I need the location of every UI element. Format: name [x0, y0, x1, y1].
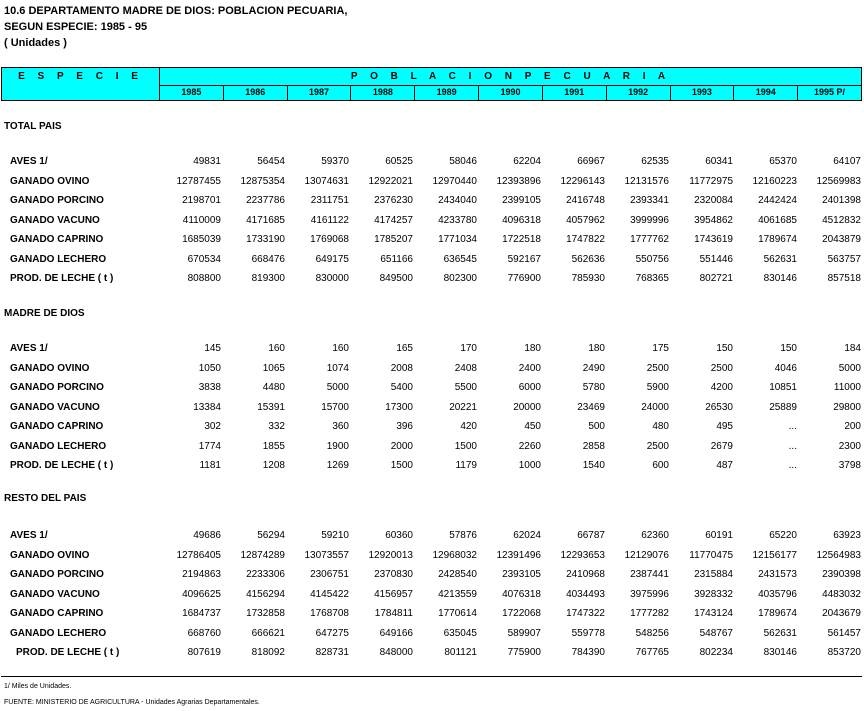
- table-cell: 1500: [390, 460, 413, 471]
- table-cell: 5000: [838, 362, 861, 374]
- table-cell: 450: [524, 421, 541, 432]
- table-cell: 784390: [571, 647, 605, 658]
- table-cell: 562631: [763, 253, 797, 265]
- table-cell: 25889: [769, 401, 797, 413]
- table-cell: 2400: [518, 362, 541, 374]
- header-year: 1991: [543, 85, 607, 100]
- header-year: 1994: [734, 85, 798, 100]
- table-cell: 5780: [582, 382, 605, 393]
- table-cell: 66787: [577, 530, 605, 541]
- table-row: [0, 154, 864, 170]
- table-cell: 4046: [774, 362, 797, 374]
- table-cell: 600: [652, 460, 669, 471]
- page-title: 10.6 DEPARTAMENTO MADRE DE DIOS: POBLACION PECUARIA,: [4, 5, 348, 17]
- table-cell: 551446: [699, 253, 733, 265]
- table-cell: 11000: [833, 382, 861, 393]
- table-cell: 59210: [321, 530, 349, 541]
- table-cell: 1000: [518, 460, 541, 471]
- table-cell: 1685039: [182, 234, 221, 245]
- table-cell: 819300: [251, 273, 285, 284]
- table-row: [0, 606, 864, 622]
- table-cell: 550756: [635, 253, 669, 265]
- row-label: GANADO CAPRINO: [10, 608, 104, 619]
- table-cell: 332: [268, 421, 285, 432]
- source-note: FUENTE: MINISTERIO DE AGRICULTURA - Unidades Agrarias Departamentales.: [4, 699, 260, 706]
- table-cell: 3928332: [694, 588, 733, 600]
- table-cell: 2500: [646, 362, 669, 374]
- table-cell: 63923: [833, 530, 861, 541]
- table-cell: 775900: [507, 647, 541, 658]
- table-cell: 4034493: [566, 588, 605, 600]
- table-cell: 4174257: [374, 214, 413, 226]
- table-cell: 562636: [571, 253, 605, 265]
- table-cell: 1784811: [374, 608, 413, 619]
- table-cell: 1179: [455, 460, 477, 471]
- table-cell: 160: [268, 343, 285, 354]
- table-cell: 12564983: [816, 549, 861, 561]
- table-cell: 818092: [251, 647, 285, 658]
- table-cell: 65370: [769, 156, 797, 167]
- table-row: [0, 341, 864, 357]
- table-row: [0, 645, 864, 661]
- table-cell: 57876: [449, 530, 477, 541]
- table-cell: 60191: [705, 530, 733, 541]
- table-cell: 828731: [315, 647, 349, 658]
- table-cell: 4035796: [758, 588, 797, 600]
- table-cell: 62204: [513, 156, 541, 167]
- header-year: 1986: [224, 85, 288, 100]
- table-cell: 1733190: [246, 234, 285, 245]
- table-cell: 1208: [262, 460, 285, 471]
- table-cell: 17300: [385, 401, 413, 413]
- table-cell: 848000: [379, 647, 413, 658]
- table-cell: 2043879: [822, 234, 861, 245]
- table-cell: 589907: [507, 627, 541, 639]
- table-cell: 4096625: [182, 588, 221, 600]
- table-cell: 559778: [571, 627, 605, 639]
- table-cell: 4512832: [822, 214, 861, 226]
- table-cell: 56454: [257, 156, 285, 167]
- table-cell: 145: [204, 343, 221, 354]
- table-cell: 2370830: [374, 569, 413, 580]
- table-cell: 2306751: [310, 569, 349, 580]
- table-cell: 1770614: [438, 608, 477, 619]
- header-years: [160, 85, 861, 100]
- table-cell: 6000: [518, 382, 541, 393]
- row-label: GANADO CAPRINO: [10, 421, 104, 432]
- table-cell: 5500: [454, 382, 477, 393]
- table-row: [0, 400, 864, 416]
- header-year: 1989: [415, 85, 479, 100]
- header-year: 1985: [160, 85, 224, 100]
- header-year: 1993: [671, 85, 735, 100]
- table-cell: 4483032: [822, 588, 861, 600]
- table-cell: 4213559: [438, 588, 477, 600]
- table-cell: 776900: [507, 273, 541, 284]
- table-cell: 2410968: [566, 569, 605, 580]
- header-poblacion: P O B L A C I O N P E C U A R I A: [160, 68, 861, 86]
- table-cell: 830146: [763, 273, 797, 284]
- table-cell: 12156177: [752, 549, 797, 561]
- table-cell: 5000: [326, 382, 349, 393]
- table-cell: 2401398: [822, 195, 861, 206]
- table-cell: 1743619: [694, 234, 733, 245]
- table-cell: 3999996: [630, 214, 669, 226]
- table-row: [0, 528, 864, 544]
- table-cell: 11770475: [689, 549, 733, 561]
- table-cell: 13384: [193, 401, 221, 413]
- table-cell: 561457: [827, 627, 861, 639]
- table-cell: 2408: [454, 362, 477, 374]
- table-cell: 3975996: [630, 588, 669, 600]
- table-cell: 830146: [763, 647, 797, 658]
- table-cell: 4233780: [438, 214, 477, 226]
- table-cell: 2311751: [310, 195, 349, 206]
- table-cell: 24000: [641, 401, 669, 413]
- table-cell: 2500: [710, 362, 733, 374]
- row-label: GANADO PORCINO: [10, 382, 104, 393]
- table-cell: 4061685: [758, 214, 797, 226]
- row-label: AVES 1/: [10, 343, 48, 354]
- table-cell: 3798: [838, 460, 861, 471]
- table-cell: 20000: [513, 401, 541, 413]
- table-cell: 802721: [699, 273, 733, 284]
- table-cell: 1500: [454, 440, 477, 452]
- table-cell: 562631: [763, 627, 797, 639]
- table-row: [0, 419, 864, 435]
- row-label: GANADO VACUNO: [10, 214, 100, 226]
- header-year: 1990: [479, 85, 543, 100]
- table-cell: 165: [396, 343, 413, 354]
- row-label: AVES 1/: [10, 156, 48, 167]
- table-row: [0, 626, 864, 642]
- table-cell: 62535: [641, 156, 669, 167]
- table-cell: ...: [788, 460, 797, 471]
- table-cell: 849500: [379, 273, 413, 284]
- table-cell: 12129076: [624, 549, 669, 561]
- table-cell: 802234: [699, 647, 733, 658]
- table-cell: 1771034: [438, 234, 477, 245]
- table-cell: 12787455: [176, 175, 221, 187]
- table-row: [0, 174, 864, 190]
- table-cell: 2428540: [438, 569, 477, 580]
- table-cell: 2393105: [502, 569, 541, 580]
- table-cell: 2198701: [182, 195, 221, 206]
- table-cell: 801121: [444, 647, 477, 658]
- table-cell: ...: [788, 440, 797, 452]
- table-cell: 807619: [187, 647, 221, 658]
- table-cell: 808800: [187, 273, 221, 284]
- table-cell: 2416748: [566, 195, 605, 206]
- row-label: GANADO VACUNO: [10, 401, 100, 413]
- table-cell: 49686: [193, 530, 221, 541]
- header-especie: E S P E C I E: [2, 68, 160, 100]
- table-cell: 500: [588, 421, 605, 432]
- row-label: GANADO PORCINO: [10, 569, 104, 580]
- table-row: [0, 380, 864, 396]
- table-row: [0, 439, 864, 455]
- row-label: GANADO OVINO: [10, 362, 90, 374]
- table-cell: 66967: [577, 156, 605, 167]
- table-cell: 15391: [257, 401, 285, 413]
- table-cell: 59370: [321, 156, 349, 167]
- table-cell: 11772975: [689, 175, 733, 187]
- table-cell: 2008: [390, 362, 413, 374]
- table-cell: 2194863: [182, 569, 221, 580]
- table-cell: 3838: [198, 382, 221, 393]
- row-label: GANADO LECHERO: [10, 440, 107, 452]
- table-cell: 360: [332, 421, 349, 432]
- section-heading: MADRE DE DIOS: [4, 308, 85, 319]
- table-cell: 2490: [582, 362, 605, 374]
- table-cell: 2315884: [694, 569, 733, 580]
- table-cell: 12968032: [432, 549, 477, 561]
- row-label: GANADO OVINO: [10, 175, 90, 187]
- table-cell: 58046: [449, 156, 477, 167]
- section-heading: RESTO DEL PAIS: [4, 493, 87, 504]
- table-cell: 12875354: [240, 175, 285, 187]
- table-cell: 150: [716, 343, 733, 354]
- table-cell: 1732858: [246, 608, 285, 619]
- table-header: [1, 67, 862, 101]
- table-cell: 420: [460, 421, 477, 432]
- table-cell: 480: [652, 421, 669, 432]
- table-row: [0, 271, 864, 287]
- table-cell: 563757: [827, 253, 861, 265]
- table-cell: 4057962: [566, 214, 605, 226]
- table-row: [0, 252, 864, 268]
- page-subtitle: SEGUN ESPECIE: 1985 - 95: [4, 21, 148, 33]
- table-cell: 1789674: [758, 608, 797, 619]
- table-cell: 12296143: [560, 175, 605, 187]
- table-cell: 487: [716, 460, 733, 471]
- table-cell: 150: [780, 343, 797, 354]
- table-cell: 1074: [326, 362, 349, 374]
- row-label: GANADO VACUNO: [10, 588, 100, 600]
- row-label: GANADO LECHERO: [10, 627, 107, 639]
- table-cell: 60341: [705, 156, 733, 167]
- table-cell: 29800: [833, 401, 861, 413]
- table-cell: 12160223: [752, 175, 797, 187]
- table-cell: 180: [588, 343, 605, 354]
- table-cell: 12922021: [368, 175, 413, 187]
- table-cell: 12569983: [816, 175, 861, 187]
- table-cell: 2237786: [246, 195, 285, 206]
- table-cell: 2858: [582, 440, 605, 452]
- header-year: 1995 P/: [814, 87, 846, 97]
- table-cell: 5900: [646, 382, 669, 393]
- table-cell: 64107: [833, 156, 861, 167]
- units-caption: ( Unidades ): [4, 37, 67, 49]
- table-cell: 160: [332, 343, 349, 354]
- table-cell: 4156957: [374, 588, 413, 600]
- table-cell: 857518: [827, 273, 861, 284]
- table-row: [0, 587, 864, 603]
- row-label: GANADO PORCINO: [10, 195, 104, 206]
- table-cell: 853720: [827, 647, 861, 658]
- table-cell: 649166: [379, 627, 413, 639]
- table-cell: 20221: [449, 401, 477, 413]
- table-cell: 670534: [187, 253, 221, 265]
- table-cell: ...: [788, 421, 797, 432]
- table-cell: 4110009: [182, 214, 221, 226]
- table-row: [0, 548, 864, 564]
- table-cell: 1774: [198, 440, 221, 452]
- table-cell: 1855: [262, 440, 285, 452]
- table-cell: 4480: [262, 382, 285, 393]
- footnote: 1/ Miles de Unidades.: [4, 683, 72, 690]
- table-cell: 1684737: [182, 608, 221, 619]
- table-cell: 592167: [507, 253, 541, 265]
- table-row: [0, 458, 864, 474]
- table-cell: 1785207: [374, 234, 413, 245]
- table-cell: 12131576: [624, 175, 669, 187]
- table-cell: 2679: [710, 440, 733, 452]
- table-cell: 649175: [315, 253, 349, 265]
- table-cell: 56294: [257, 530, 285, 541]
- table-cell: 396: [396, 421, 413, 432]
- table-cell: 15700: [321, 401, 349, 413]
- table-cell: 3954862: [694, 214, 733, 226]
- table-cell: 1722518: [502, 234, 541, 245]
- table-cell: 2390398: [822, 569, 861, 580]
- table-cell: 12920013: [368, 549, 413, 561]
- table-cell: 830000: [315, 273, 349, 284]
- table-cell: 1065: [262, 362, 285, 374]
- row-label: GANADO LECHERO: [10, 253, 107, 265]
- table-cell: 2233306: [246, 569, 285, 580]
- table-cell: 668476: [251, 253, 285, 265]
- table-cell: 767765: [635, 647, 669, 658]
- table-cell: 1789674: [758, 234, 797, 245]
- table-cell: 2399105: [502, 195, 541, 206]
- table-row: [0, 232, 864, 248]
- table-cell: 4096318: [502, 214, 541, 226]
- table-cell: 4145422: [310, 588, 349, 600]
- header-year: 1992: [607, 85, 671, 100]
- table-cell: 2000: [390, 440, 413, 452]
- table-cell: 1769068: [310, 234, 349, 245]
- table-cell: 2393341: [630, 195, 669, 206]
- row-label: PROD. DE LECHE ( t ): [10, 460, 114, 471]
- table-cell: 651166: [380, 253, 413, 265]
- table-cell: 180: [524, 343, 541, 354]
- table-row: [0, 361, 864, 377]
- section-heading: TOTAL PAIS: [4, 121, 62, 132]
- table-cell: 548256: [635, 627, 669, 639]
- table-cell: 175: [652, 343, 669, 354]
- table-cell: 1269: [326, 460, 349, 471]
- table-cell: 200: [844, 421, 861, 432]
- footer-rule: [1, 676, 862, 677]
- table-row: [0, 567, 864, 583]
- table-cell: 12293653: [560, 549, 605, 561]
- table-cell: 2431573: [758, 569, 797, 580]
- table-cell: 4171685: [246, 214, 285, 226]
- table-cell: 12786405: [176, 549, 221, 561]
- table-cell: 4200: [710, 382, 733, 393]
- table-cell: 302: [204, 421, 221, 432]
- table-cell: 2442424: [758, 195, 797, 206]
- table-cell: 1747322: [566, 608, 605, 619]
- table-cell: 4156294: [246, 588, 285, 600]
- table-cell: 1747822: [566, 234, 605, 245]
- table-cell: 10851: [769, 382, 797, 393]
- table-cell: 60360: [385, 530, 413, 541]
- table-cell: 23469: [577, 401, 605, 413]
- table-cell: 1777762: [630, 234, 669, 245]
- table-cell: 1722068: [502, 608, 541, 619]
- table-cell: 1743124: [694, 608, 733, 619]
- table-cell: 1900: [326, 440, 349, 452]
- row-label: GANADO OVINO: [10, 549, 90, 561]
- table-cell: 2320084: [694, 195, 733, 206]
- table-cell: 495: [716, 421, 733, 432]
- table-cell: 2260: [518, 440, 541, 452]
- table-cell: 2376230: [374, 195, 413, 206]
- table-cell: 4076318: [502, 588, 541, 600]
- table-cell: 802300: [443, 273, 477, 284]
- table-cell: 13074631: [304, 175, 349, 187]
- header-year: 1988: [351, 85, 415, 100]
- row-label: PROD. DE LECHE ( t ): [16, 647, 120, 658]
- table-cell: 768365: [635, 273, 669, 284]
- table-cell: 666621: [251, 627, 285, 639]
- table-cell: 785930: [571, 273, 605, 284]
- table-cell: 1777282: [630, 608, 669, 619]
- row-label: AVES 1/: [10, 530, 48, 541]
- table-cell: 2387441: [630, 569, 669, 580]
- table-cell: 1768708: [310, 608, 349, 619]
- table-cell: 1181: [199, 460, 221, 471]
- row-label: GANADO CAPRINO: [10, 234, 104, 245]
- table-cell: 1050: [198, 362, 221, 374]
- table-row: [0, 193, 864, 209]
- table-cell: 12970440: [432, 175, 477, 187]
- table-cell: 26530: [705, 401, 733, 413]
- table-cell: 62024: [513, 530, 541, 541]
- table-row: [0, 213, 864, 229]
- table-cell: 2434040: [438, 195, 477, 206]
- table-cell: 62360: [641, 530, 669, 541]
- table-cell: 548767: [699, 627, 733, 639]
- table-cell: 49831: [193, 156, 221, 167]
- header-year: 1987: [288, 85, 352, 100]
- table-cell: 2043679: [822, 608, 861, 619]
- table-cell: 12391496: [496, 549, 541, 561]
- table-cell: 1540: [582, 460, 605, 471]
- table-cell: 2300: [838, 440, 861, 452]
- table-cell: 2500: [646, 440, 669, 452]
- table-cell: 65220: [769, 530, 797, 541]
- table-cell: 5400: [390, 382, 413, 393]
- table-cell: 647275: [315, 627, 349, 639]
- table-cell: 636545: [443, 253, 477, 265]
- table-cell: 184: [844, 343, 861, 354]
- table-cell: 668760: [187, 627, 221, 639]
- table-cell: 12393896: [496, 175, 541, 187]
- table-cell: 635045: [443, 627, 477, 639]
- table-cell: 60525: [385, 156, 413, 167]
- table-cell: 170: [460, 343, 477, 354]
- table-cell: 12874289: [240, 549, 285, 561]
- table-cell: 4161122: [310, 214, 349, 226]
- row-label: PROD. DE LECHE ( t ): [10, 273, 114, 284]
- table-cell: 13073557: [304, 549, 349, 561]
